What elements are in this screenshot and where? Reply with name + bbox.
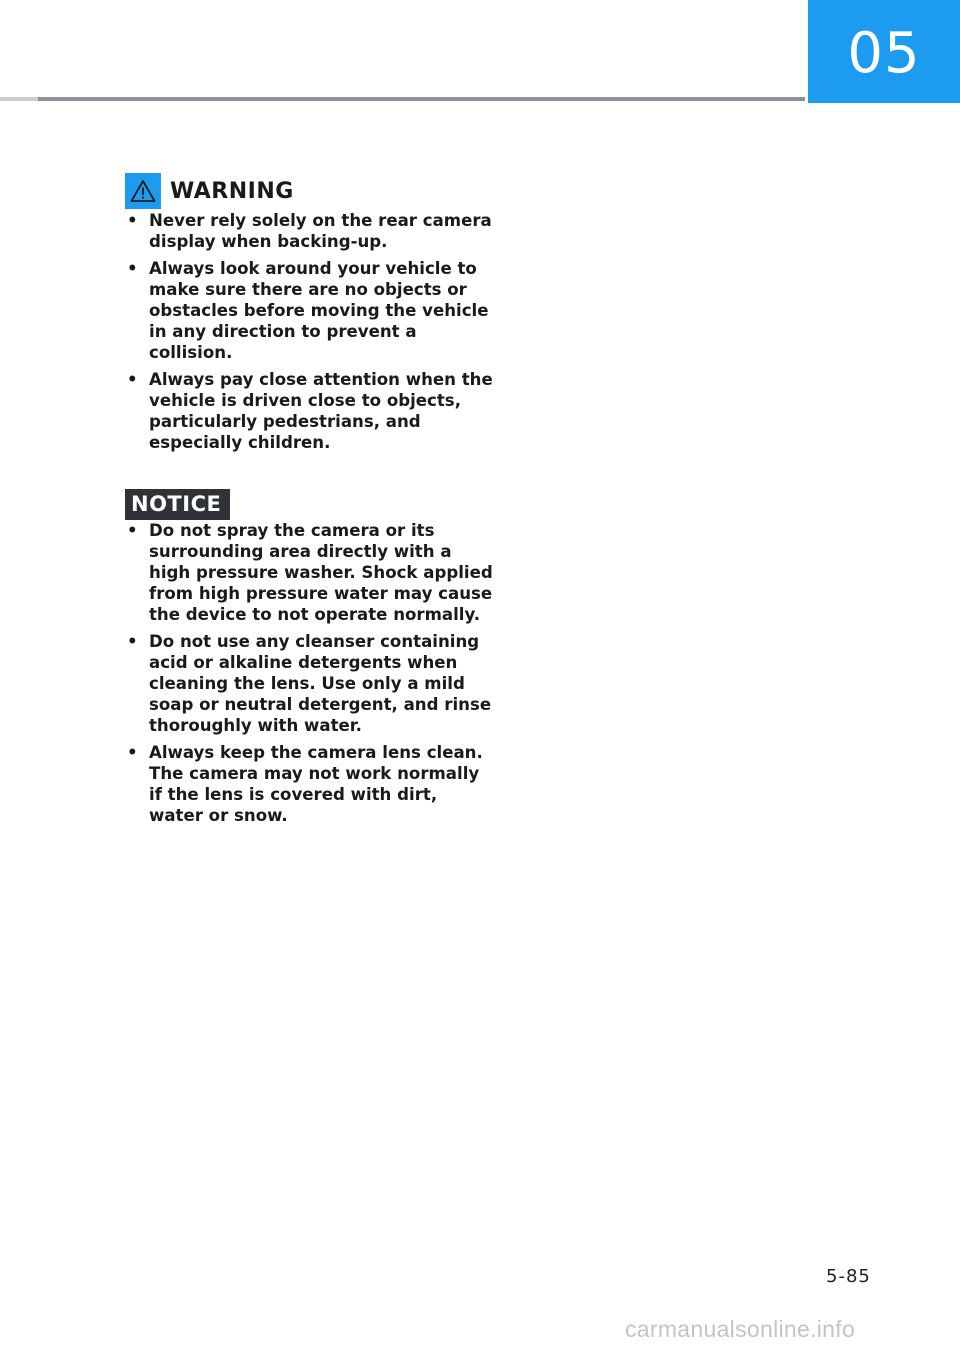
notice-list	[125, 520, 495, 826]
list-item	[125, 520, 495, 625]
bullet: •	[127, 259, 138, 278]
warning-title: WARNING	[170, 178, 294, 204]
page-content	[125, 172, 495, 832]
chapter-number: 05	[847, 20, 921, 86]
list-item	[125, 369, 495, 453]
notice-item-text: Do not spray the camera or its surrounding area directly with a high pressure washer. Shock applied from high pressure water may cause the device to not operate normally.	[149, 521, 493, 624]
list-item	[125, 210, 495, 252]
list-item	[125, 742, 495, 826]
list-item	[125, 258, 495, 363]
warning-item-text: Always pay close attention when the vehicle is driven close to objects, particularly pedestrians, and especially children.	[149, 370, 493, 452]
warning-triangle-icon	[125, 173, 161, 209]
notice-item-text: Always keep the camera lens clean. The camera may not work normally if the lens is covered with dirt, water or snow.	[149, 743, 483, 825]
warning-item-text: Never rely solely on the rear camera display when backing-up.	[149, 211, 492, 251]
list-item	[125, 631, 495, 736]
bullet: •	[127, 370, 138, 389]
warning-list	[125, 210, 495, 453]
notice-label: NOTICE	[125, 489, 230, 520]
bullet: •	[127, 211, 138, 230]
page-number: 5-85	[826, 1266, 871, 1287]
header-rule	[0, 97, 805, 101]
watermark-link[interactable]: carmanualsonline.info	[625, 1316, 856, 1342]
warning-header	[125, 172, 495, 210]
bullet: •	[127, 632, 138, 651]
bullet: •	[127, 743, 138, 762]
chapter-tab	[808, 0, 960, 103]
bullet: •	[127, 521, 138, 540]
warning-item-text: Always look around your vehicle to make sure there are no objects or obstacles before moving the vehicle in any direction to prevent a collision.	[149, 259, 489, 362]
notice-item-text: Do not use any cleanser containing acid or alkaline detergents when cleaning the lens. Use only a mild soap or neutral detergent, and rinse thoroughly with water.	[149, 632, 492, 735]
